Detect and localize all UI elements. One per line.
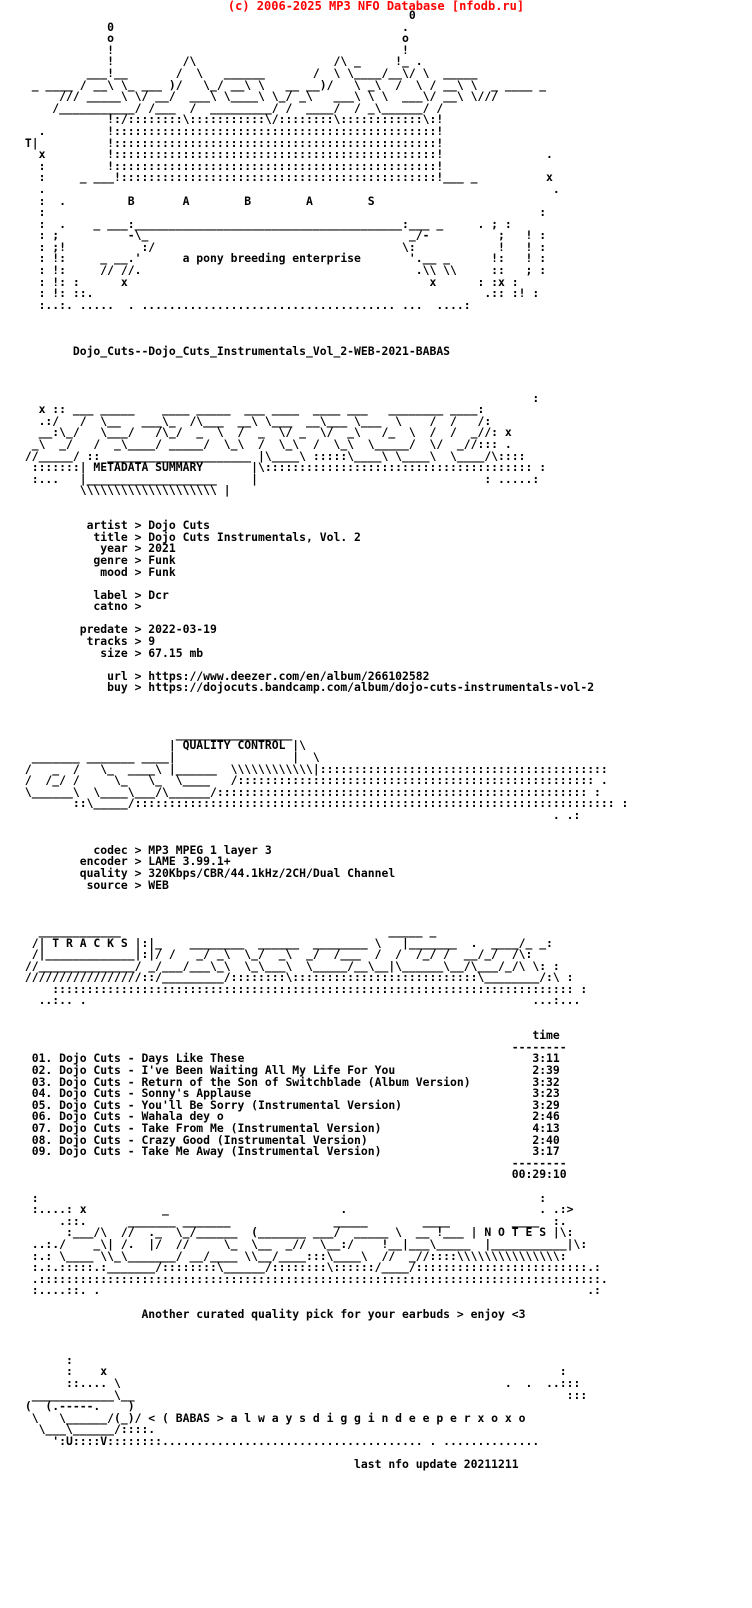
site-header[interactable]: (c) 2006-2025 MP3 NFO Database [nfodb.ru] [227,0,525,13]
nfo-text-block: 0 0 . o o ! ! ! /\ /\ _ !_ . ___!__ / \ ______ / \ \____/__\/ \ _____ _ ____ / __\ \_ ___ )/ \_/ __\ \ __ __)/ \ _\ / \ / __\ \ _ ____ _ /// _____\ \/ __/ ___\ \____\ \_/ _\ ___\ \ \ ___\/ __\ \/// /___________/ /___ / _________/ / ____/ / _\______/ / !:/::::::::\:::::::::::\/::::::::\::::::::::::\:! . !:::::::::::::::::::::::::::::::::::::::::::::::! T| !:::::::::::::::::::::::::::::::::::::::::::::::! x !:::::::::::::::::::::::::::::::::::::::::::::::! . : !:::::::::::::::::::::::::::::::::::::::::::::::! : _ ___!::::::::::::::::::::::::::::::::::::::::::::::!___ _ x . . : . B A B A S : : : . _ ___:_______________________________________:___ _ . ; : : ; -\_ _/- ; ! : : ;! :/ \: ! ! : : !: _ __.' a pony breeding enterprise '.__ _ !: ! : : !: // //. .\\ \\ :: ; : : !: : x x : :x : : !: ::. .:: :! : :..:. ..... . ..................................... ... ....: Dojo_Cuts--Dojo_Cuts_Instrumentals_Vol_2-WEB-2021-BABAS : x :: ___ _____ ____ _____ ___ ____ ____ ___ ________ ____: .:/ / \__ ___\_ /\___ __\ \___ __\___ \___ \ / / /: __:\_/ \___/ /\_/ _ \ / _ \/ _ \/ _\ /_ \ / / _//: x _\ _/ / _\____/ _____/ \_\ / \_\ / \_\ \_____/ \/ _//::: . //_____/ :: _____________________ |\____\ :::::\____\ \____\ \____/\:::: :::::::| METADATA SUMMARY |\::::::::::::::::::::::::::::::::::::::: : :... |___________________ | : .....: \\\\\\\\\\\\\\\\\\\\ | artist > Dojo Cuts title > Dojo Cuts Instrumentals, Vol. 2 year > 2021 genre > Funk mood > Funk label > Dcr catno > predate > 2022-03-19 tracks > 9 size > 67.15 mb url > https://www.deezer.com/en/album/266102582 buy > https://dojocuts.bandcamp.com/album/dojo-cuts-instrumentals-vol-2 _________________ | QUALITY CONTROL |\ _______ _______ ____| | \ / _ / \_ ____\ |______ \\\\\\\\\\\\|:::::::::::::::::::::::::::::::::::::::::: / /_/ / \_ \_ \____ /:::::::::::::::::::::::::::::::::::::::::::::::::::: . \______\ \____\___/\______/:::::::::::::::::::::::::::::::::::::::::::::::::::::: : ::\_____/:::::::::::::::::::::::::::::::::::::::::::::::::::::::::::::::::::::: : . .: codec > MP3 MPEG 1 layer 3 encoder > LAME 3.99.1+ quality > 320Kbps/CBR/44.1kHz/2CH/Dual Channel source > WEB ____________ _____ _ /| T R A C K S |:|_ ________ ______ ________ \ |_______ . ____/_ _: /|_____________|:|/ / _/ _\ \_/ _\ _/ /___ / / /_/ / __/_/ /\: //______________/ _/___/___\_\ \_\___\ \_____/__\__|\______\__/\___/_/\ \: : /////////////////::/_________/::::::::\:::::::::::::::::::::::::::\________/:\ : :::::::::::::::::::::::::::::::::::::::::::::::::::::::::::::::::::::::::::: : ..:.. . ...:... time -------- 01. Dojo Cuts - Days Like These 3:11 02. Dojo Cuts - I've Been Waiting All My Life For You 2:39 03. Dojo Cuts - Return of the Son of Switchblade (Album Version) 3:32 04. Dojo Cuts - Sonny's Applause 3:23 05. Dojo Cuts - You'll Be Sorry (Instrumental Version) 3:29 06. Dojo Cuts - Wahala dey o 2:46 07. Dojo Cuts - Take From Me (Instrumental Version) 4:13 08. Dojo Cuts - Crazy Good (Instrumental Version) 2:40 09. Dojo Cuts - Take Me Away (Instrumental Version) 3:17 -------- 00:29:10 : : :....: x _ . . .:> .::. _______ _______ _____ ____ ____ :. :___/\ // ._ \_/______ (_______ ___/ _____ \ __ !___ | N O T E S |\: ..:./ _\| /. |/ // \_ \__ _// \__:/ !__|___\_____ |___________|\: :.: \____ \\_\_______/ __/____ \\__/____:::\____\ // _//::::\\\\\\\\\\\\\\\: :.:.:::::.:_______/::::::::\______/::::::::\::::::/____/:::::::::::::::::::::::::.: .::::::::::::::::::::::::::::::::::::::::::::::::::::::::::::::::::::::::::::::::::. :....::. . .: Another curated quality pick for your earbuds > enjoy <3 : : x : ::.... \ . . ..::: ____________\__ ::: ( (.-----. ) \ \______/(_)/ < ( BABAS > a l w a y s d i g g i n d e e p e r x o x o \___\______/::::. ':U::::V::::::::...................................... . .............. last nfo update 20211211 [24,8,629,1472]
